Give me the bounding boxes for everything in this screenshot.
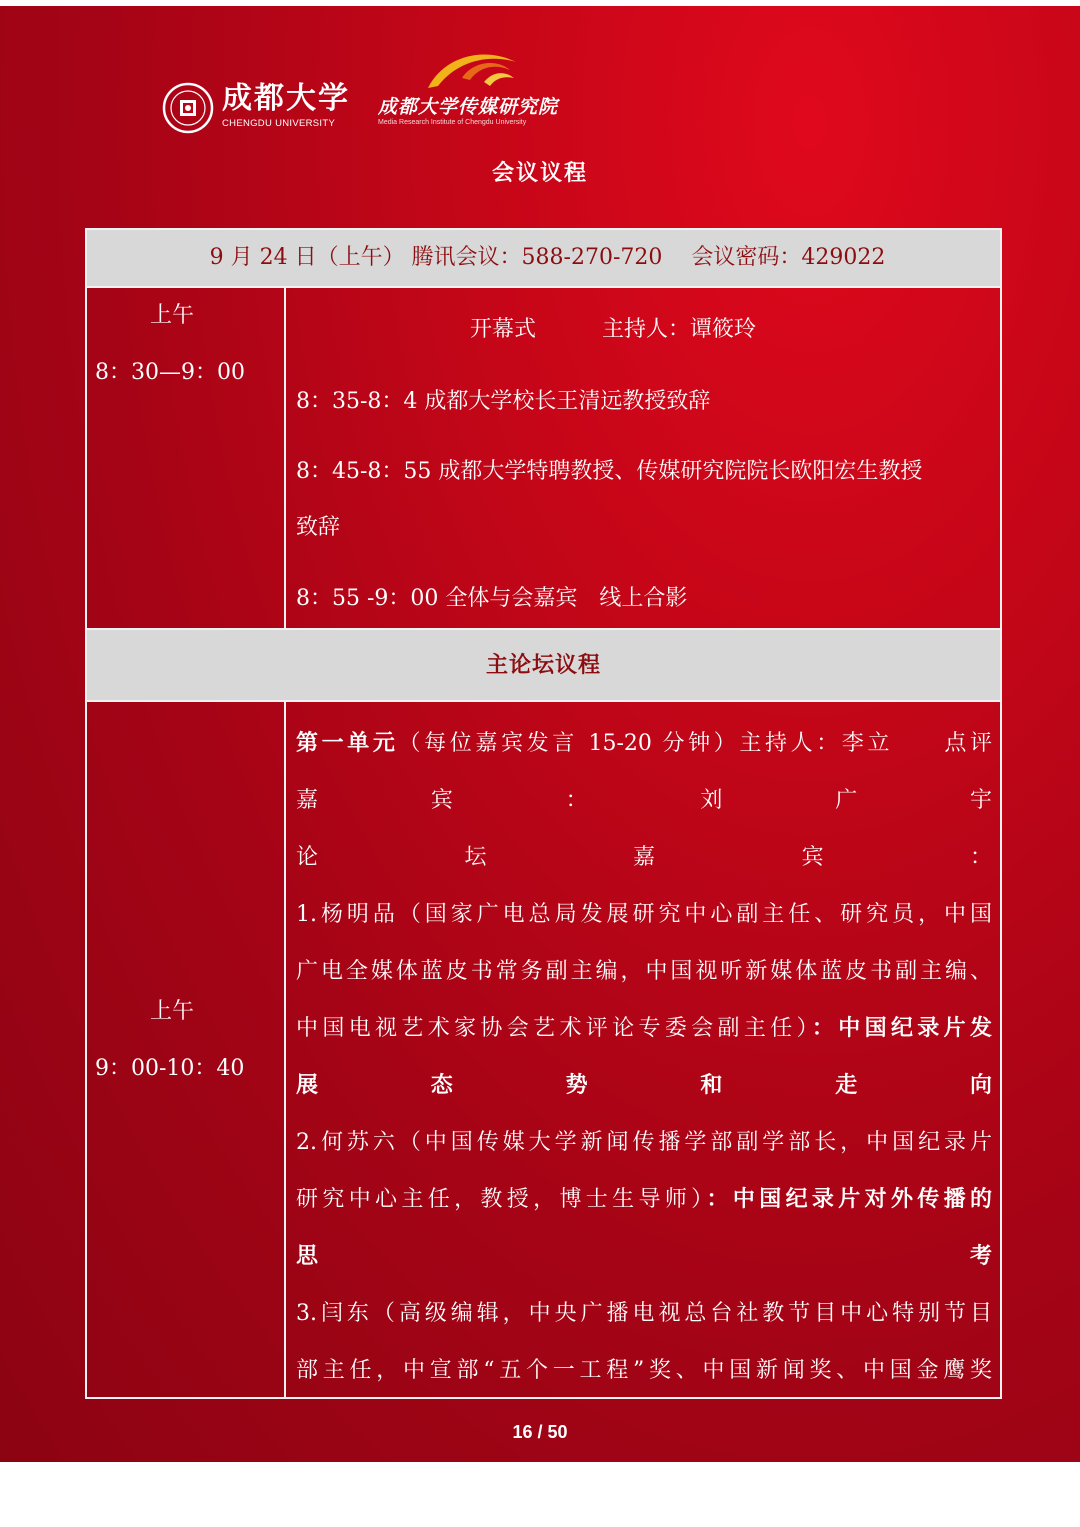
main-forum-period: 上午 bbox=[149, 999, 194, 1024]
speaker-topic: ：中国纪录片对外传播的 bbox=[706, 1186, 992, 1212]
speaker-bio: 研究中心主任，教授，博士生导师） bbox=[296, 1187, 707, 1212]
main-forum-content-cell bbox=[286, 702, 1000, 1397]
opening-item: 8：45-8：55 成都大学特聘教授、传媒研究院院长欧阳宏生教授 bbox=[296, 459, 923, 484]
university-name: 成都大学 bbox=[222, 81, 350, 116]
opening-item: 8：35-8：4 成都大学校长王清远教授致辞 bbox=[296, 389, 711, 414]
main-forum-text bbox=[296, 715, 992, 1399]
header-logos bbox=[162, 74, 582, 138]
speaker-line bbox=[296, 1000, 992, 1057]
university-name-en: CHENGDU UNIVERSITY bbox=[222, 118, 336, 129]
date-header-band: 9 月 24 日（上午） 腾讯会议：588-270-720 会议密码：429022 bbox=[87, 230, 1000, 288]
swoosh-logo-icon bbox=[424, 48, 520, 96]
speaker-line: 1.杨明品（国家广电总局发展研究中心副主任、研究员，中国 bbox=[296, 902, 992, 927]
speaker-line bbox=[296, 1171, 992, 1228]
page-number: 16 / 50 bbox=[512, 1422, 568, 1442]
speaker-line: 广电全媒体蓝皮书常务副主编，中国视听新媒体蓝皮书副主编、 bbox=[296, 959, 992, 984]
speaker-line: 2.何苏六（中国传媒大学新闻传播学部副学部长，中国纪录片 bbox=[296, 1130, 992, 1155]
opening-content-cell bbox=[286, 288, 1000, 628]
unit-title: 第一单元 bbox=[296, 730, 399, 756]
agenda-table bbox=[85, 228, 1002, 1399]
opening-row bbox=[87, 288, 1000, 630]
opening-time: 8：30—9：00 bbox=[95, 360, 245, 385]
unit-line bbox=[296, 715, 992, 772]
speaker-topic: 思考 bbox=[296, 1243, 992, 1269]
university-seal-icon bbox=[162, 82, 214, 134]
speaker-topic: ：中国纪录片发 bbox=[811, 1015, 992, 1041]
speaker-line: 3.闫东（高级编辑，中央广播电视总台社教节目中心特别节目 bbox=[296, 1301, 992, 1326]
opening-item-continuation: 致辞 bbox=[296, 515, 341, 540]
unit-commentator: 嘉宾：刘广宇 bbox=[296, 788, 992, 813]
unit-line-rest: （每位嘉宾发言 15-20 分钟）主持人：李立 点评 bbox=[398, 731, 992, 756]
main-forum-band: 主论坛议程 bbox=[87, 630, 1000, 702]
institute-name: 成都大学传媒研究院 bbox=[378, 96, 559, 118]
speaker-line: 部主任，中宣部“五个一工程”奖、中国新闻奖、中国金鹰奖 bbox=[296, 1358, 992, 1383]
main-forum-time: 9：00-10：40 bbox=[95, 1056, 245, 1081]
document-page bbox=[0, 6, 1080, 1462]
opening-item: 8：55 -9：00 全体与会嘉宾 线上合影 bbox=[296, 586, 688, 611]
main-forum-row bbox=[87, 702, 1000, 1397]
opening-time-cell bbox=[87, 288, 286, 628]
speaker-bio: 中国电视艺术家协会艺术评论专委会副主任） bbox=[296, 1016, 812, 1041]
page-title: 会议议程 bbox=[491, 160, 588, 186]
main-forum-time-cell bbox=[87, 702, 286, 1397]
speaker-topic: 展态势和走向 bbox=[296, 1072, 992, 1098]
opening-period: 上午 bbox=[149, 303, 194, 328]
guests-label: 论坛嘉宾： bbox=[296, 845, 992, 870]
opening-heading: 开幕式 主持人：谭筱玲 bbox=[469, 317, 756, 342]
institute-name-en: Media Research Institute of Chengdu University bbox=[378, 119, 527, 126]
